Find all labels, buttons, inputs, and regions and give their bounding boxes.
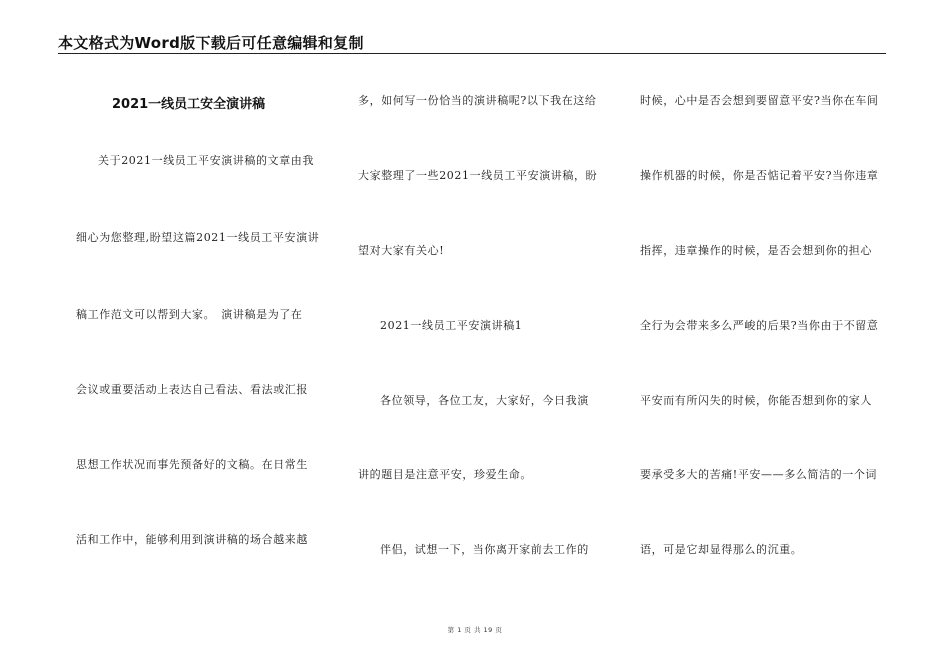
text-line: 全行为会带来多么严峻的后果?当你由于不留意 [640, 319, 879, 332]
text-line: 要承受多大的苦痛!平安——多么简洁的一个词 [640, 468, 878, 481]
text-line: 操作机器的时候，你是否惦记着平安?当你违章 [640, 169, 879, 182]
text-line: 语，可是它却显得那么的沉重。 [640, 543, 803, 556]
text-line: 望对大家有关心! [358, 244, 445, 257]
text-line: 大家整理了一些2021一线员工平安演讲稿，盼 [358, 169, 598, 182]
page-number: 第 1 页 共 19 页 [447, 626, 503, 634]
text-line: 活和工作中，能够利用到演讲稿的场合越来越 [76, 533, 308, 546]
text-line: 平安而有所闪失的时候，你能否想到你的家人 [640, 394, 872, 407]
text-line: 多，如何写一份恰当的演讲稿呢?以下我在这给 [358, 94, 597, 107]
text-column-1 [76, 0, 326, 672]
document-title: 2021一线员工安全演讲稿 [112, 97, 266, 112]
text-line: 思想工作状况而事先预备好的文稿。在日常生 [76, 458, 308, 471]
header-title: 本文格式为Word版下载后可任意编辑和复制 [58, 34, 364, 52]
text-line: 指挥，违章操作的时候，是否会想到你的担心 [640, 244, 872, 257]
text-column-2 [358, 0, 608, 672]
text-line: 讲的题目是注意平安，珍爱生命。 [358, 468, 532, 481]
text-line: 关于2021一线员工平安演讲稿的文章由我 [98, 154, 314, 167]
text-line: 伴侣，试想一下，当你离开家前去工作的 [380, 543, 589, 556]
text-line: 稿工作范文可以帮到大家。 演讲稿是为了在 [76, 308, 303, 321]
text-line: 时候，心中是否会想到要留意平安?当你在车间 [640, 94, 879, 107]
text-line: 2021一线员工平安演讲稿1 [380, 319, 523, 332]
text-line: 细心为您整理,盼望这篇2021一线员工平安演讲 [76, 231, 320, 244]
text-line: 各位领导，各位工友，大家好，今日我演 [380, 394, 589, 407]
text-line: 会议或重要活动上表达自己看法、看法或汇报 [76, 383, 308, 396]
text-column-3 [640, 0, 890, 672]
